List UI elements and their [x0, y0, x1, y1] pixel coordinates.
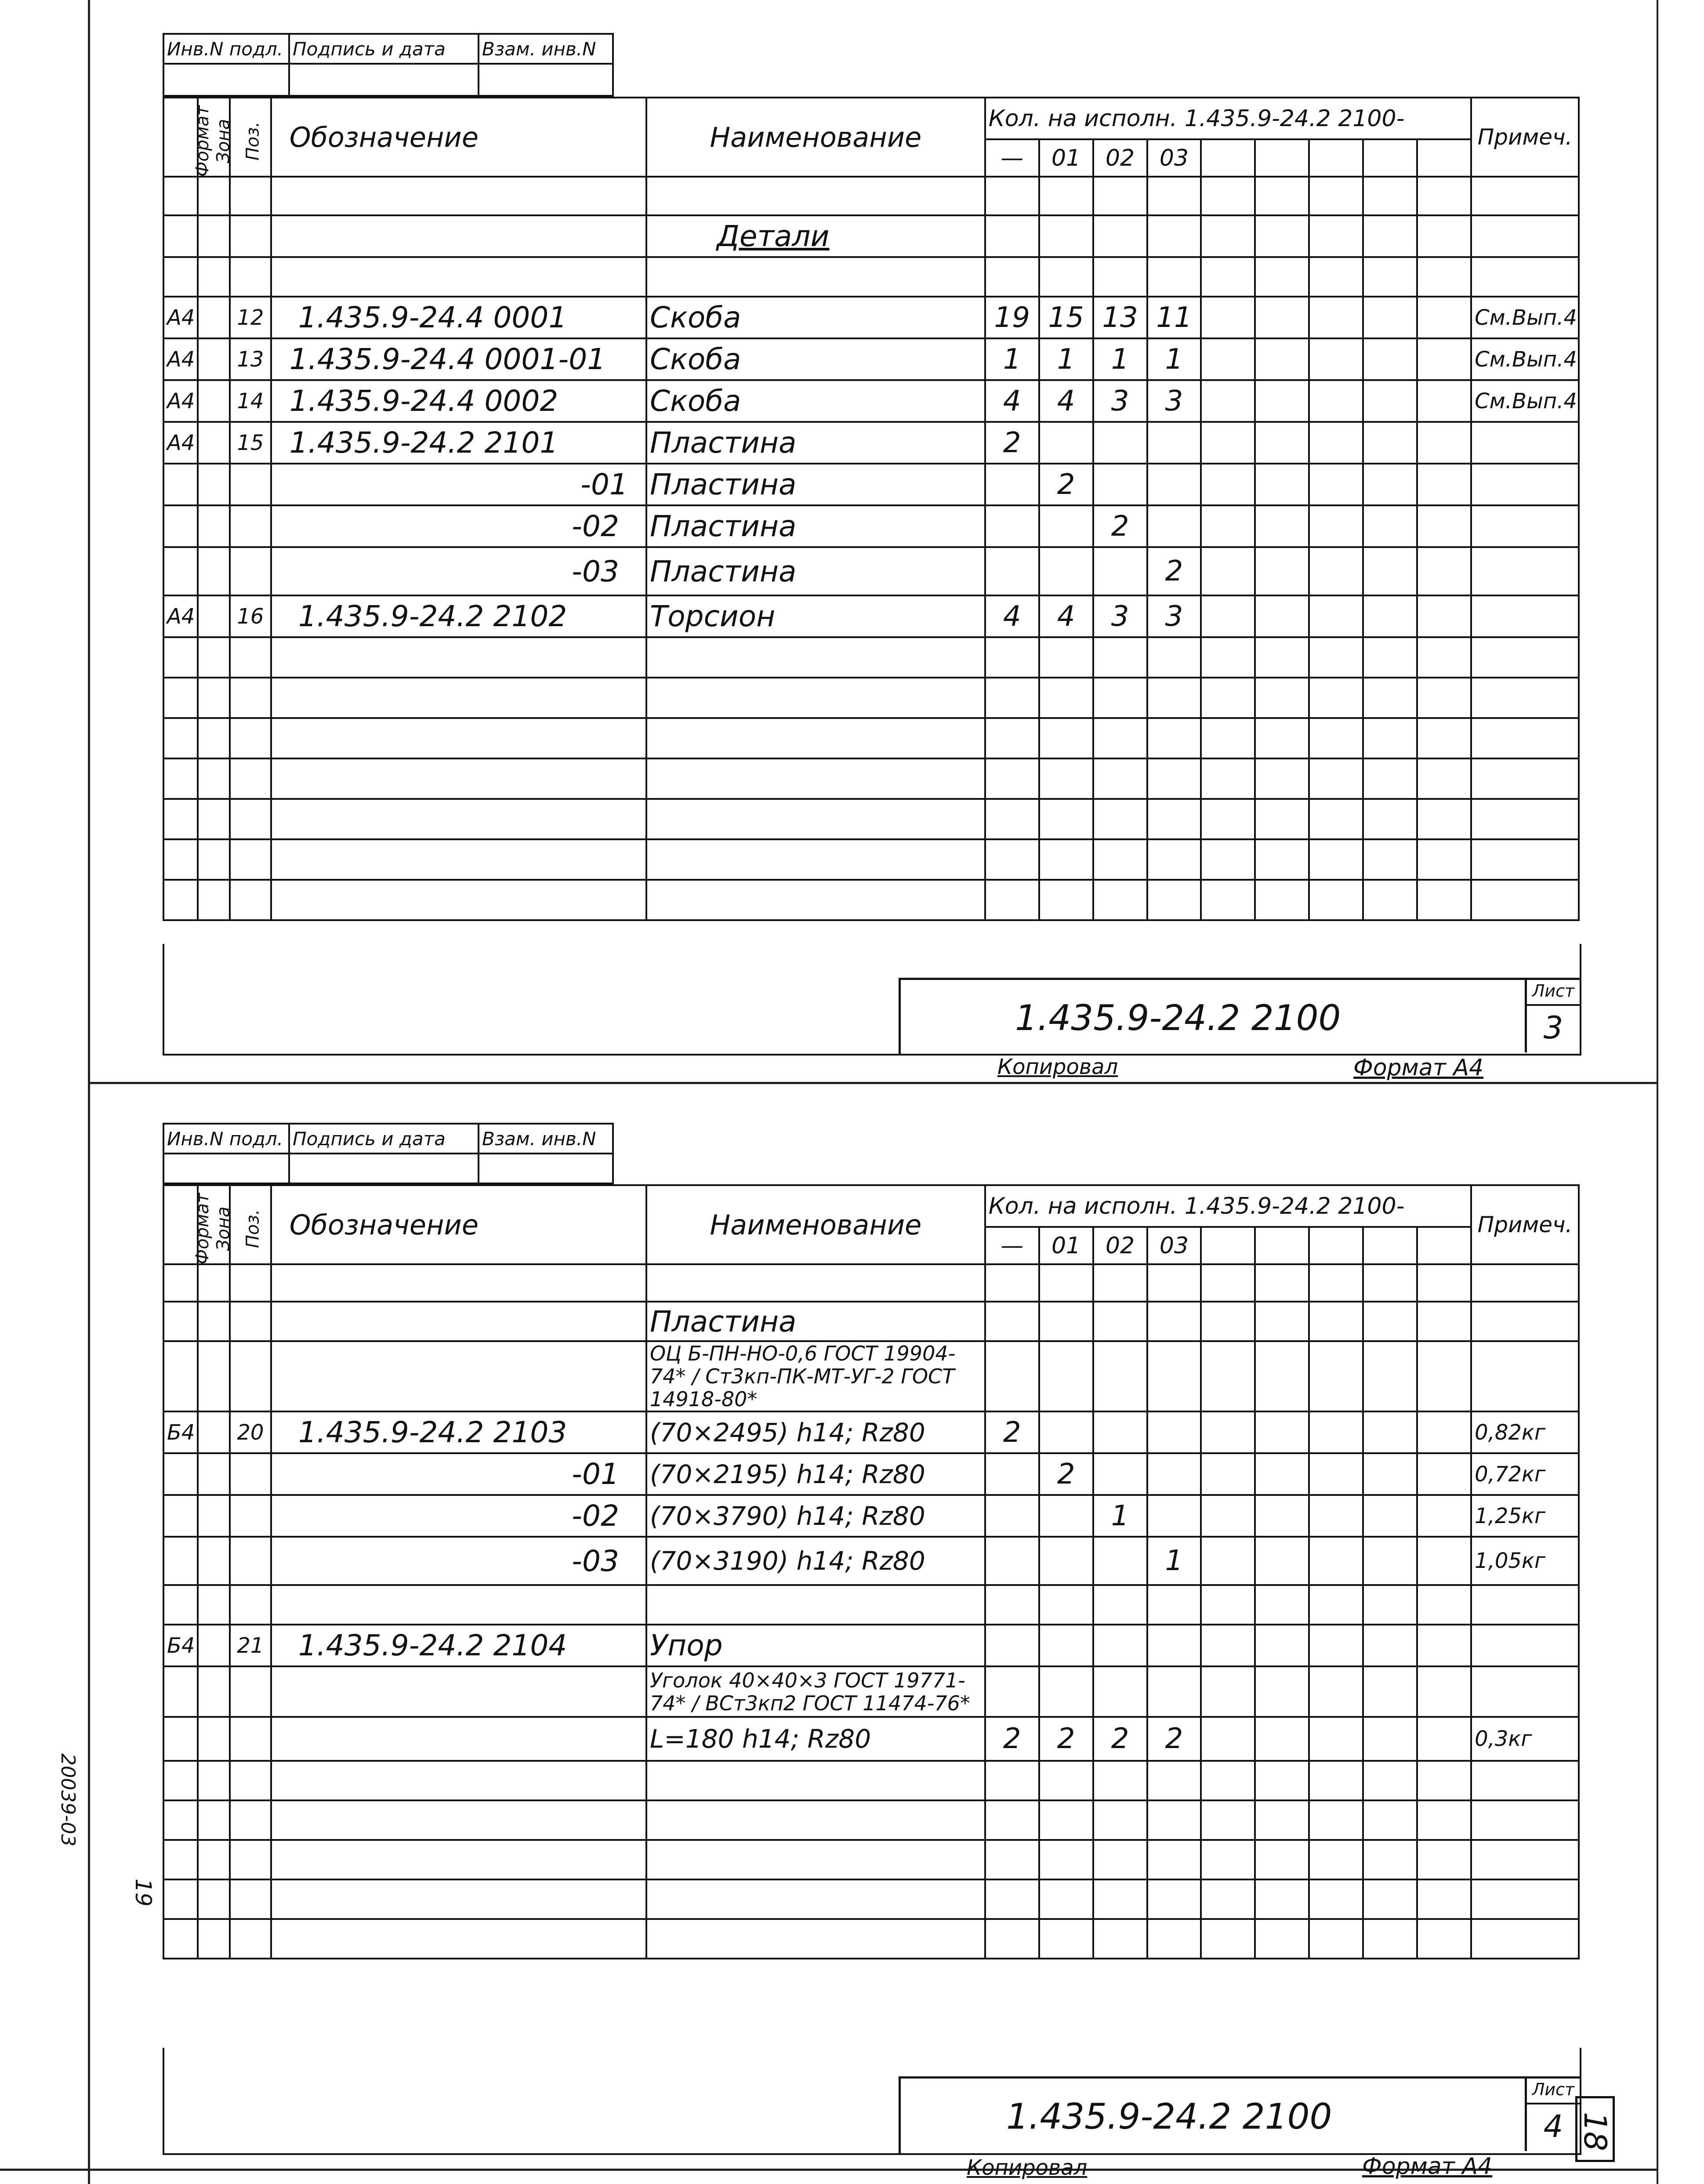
col-pos: Поз. — [243, 1209, 263, 1248]
variant-02: 02 — [1093, 139, 1147, 177]
col-format: Формат — [192, 105, 213, 177]
table-row: А4 13 1.435.9-24.4 0001-01 Скоба 1 1 1 1 См.Вып.4 — [163, 338, 1579, 380]
col-pos: Поз. — [243, 121, 263, 160]
table-row: ОЦ Б-ПН-НО-0,6 ГОСТ 19904-74* / Ст3кп-ПК-МТ-УГ-2 ГОСТ 14918-80* — [163, 1341, 1579, 1411]
sheet4-stamp — [163, 1123, 614, 1184]
table-row: Пластина — [163, 1302, 1579, 1341]
table-row: А4 15 1.435.9-24.2 2101 Пластина 2 — [163, 422, 1579, 464]
sheet3-copied: Копировал — [997, 1055, 1118, 1079]
left-frame-line — [88, 0, 90, 2184]
sheet4-sheet-label: Лист — [1527, 2076, 1580, 2104]
col-note: Примеч. — [1471, 98, 1579, 177]
stamp-podpis-data: Подпись и дата — [289, 1124, 479, 1154]
variant-base: — — [985, 139, 1039, 177]
col-qty-header: Кол. на исполн. 1.435.9-24.2 2100- — [985, 1185, 1471, 1227]
stamp-vzam-inv: Взам. инв.N — [479, 1124, 613, 1154]
right-frame-line — [1657, 0, 1658, 2184]
table-row: -03 Пластина 2 — [163, 547, 1579, 595]
table-row: L=180 h14; Rz80 2 2 2 2 0,3кг — [163, 1717, 1579, 1761]
col-name: Наименование — [646, 1185, 985, 1264]
table-row: -01 Пластина 2 — [163, 464, 1579, 505]
sheet3-sheet-label: Лист — [1527, 978, 1580, 1006]
sheet4-copied: Копировал — [967, 2155, 1088, 2180]
stamp-inv-podl: Инв.N подл. — [163, 34, 289, 64]
sheet4-sheet-number: 4 — [1543, 2108, 1563, 2144]
variant-01: 01 — [1039, 1227, 1093, 1264]
table-row: А4 14 1.435.9-24.4 0002 Скоба 4 4 3 3 См.Вып.4 — [163, 380, 1579, 422]
col-designation: Обозначение — [271, 98, 646, 177]
col-qty-header: Кол. на исполн. 1.435.9-24.2 2100- — [985, 98, 1471, 139]
col-note: Примеч. — [1471, 1185, 1579, 1264]
stamp-inv-podl: Инв.N подл. — [163, 1124, 289, 1154]
table-row: А4 12 1.435.9-24.4 0001 Скоба 19 15 13 11 См.Вып.4 — [163, 297, 1579, 338]
table-row: -02 (70×3790) h14; Rz80 1 1,25кг — [163, 1495, 1579, 1537]
table-row: -02 Пластина 2 — [163, 505, 1579, 547]
table-row: Б4 21 1.435.9-24.2 2104 Упор — [163, 1625, 1579, 1666]
variant-02: 02 — [1093, 1227, 1147, 1264]
outer-sheet-number: 18 — [1577, 2112, 1613, 2151]
sheet3-sheet-number: 3 — [1543, 1010, 1563, 1046]
sheet4-doc-number: 1.435.9-24.2 2100 — [1006, 2096, 1332, 2137]
sheet4-sheet-cell — [1525, 2076, 1580, 2151]
col-zone: Зона — [213, 119, 234, 163]
sheet3-sheet-cell — [1525, 978, 1580, 1052]
col-designation: Обозначение — [271, 1185, 646, 1264]
sheet4-format: Формат А4 — [1362, 2153, 1493, 2180]
table-row: -01 (70×2195) h14; Rz80 2 0,72кг — [163, 1453, 1579, 1495]
sheet3-spec-table — [163, 97, 1580, 921]
table-row: Б4 20 1.435.9-24.2 2103 (70×2495) h14; Rz80 2 0,82кг — [163, 1411, 1579, 1453]
sheet4-spec-table — [163, 1184, 1580, 1959]
col-name: Наименование — [646, 98, 985, 177]
col-format: Формат — [192, 1193, 213, 1264]
section-title: Детали — [646, 215, 985, 257]
sheet3-format: Формат А4 — [1353, 1055, 1484, 1081]
sheet-divider-line — [88, 1082, 1657, 1084]
sheet4-title-block — [899, 2076, 1580, 2153]
page-number: 19 — [131, 1879, 156, 1907]
archive-number: 20039-03 — [57, 1753, 79, 1847]
table-row: -03 (70×3190) h14; Rz80 1 1,05кг — [163, 1537, 1579, 1585]
variant-03: 03 — [1147, 1227, 1201, 1264]
variant-01: 01 — [1039, 139, 1093, 177]
sheet3-title-block — [899, 978, 1580, 1055]
stamp-vzam-inv: Взам. инв.N — [479, 34, 613, 64]
stamp-podpis-data: Подпись и дата — [289, 34, 479, 64]
variant-base: — — [985, 1227, 1039, 1264]
table-row: Уголок 40×40×3 ГОСТ 19771-74* / ВСт3кп2 ГОСТ 11474-76* — [163, 1666, 1579, 1717]
sheet3-stamp — [163, 33, 614, 97]
sheet3-doc-number: 1.435.9-24.2 2100 — [1015, 998, 1341, 1038]
variant-03: 03 — [1147, 139, 1201, 177]
table-row: А4 16 1.435.9-24.2 2102 Торсион 4 4 3 3 — [163, 595, 1579, 637]
col-zone: Зона — [213, 1206, 234, 1251]
